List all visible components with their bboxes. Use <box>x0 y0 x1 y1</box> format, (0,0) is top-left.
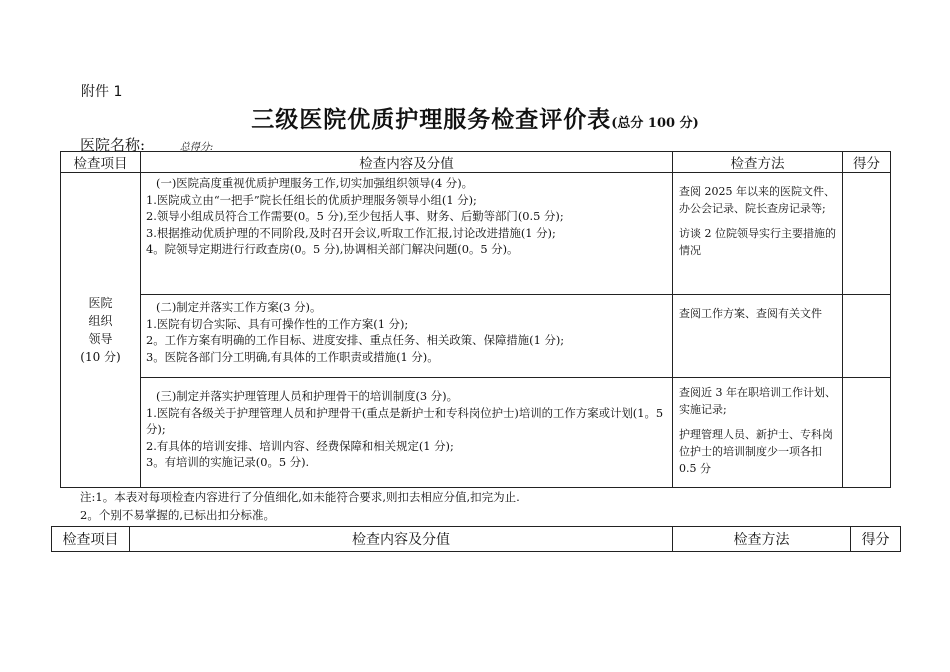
method-cell <box>673 173 843 295</box>
category-line: 组织 <box>88 314 113 328</box>
content-line: 1.医院有各级关于护理管理人员和护理骨干(重点是新护士和专科岗位护士)培训的工作方案或计划(1。5 分); <box>146 405 664 437</box>
category-line: 医院 <box>88 296 113 310</box>
content-line: (一)医院高度重视优质护理服务工作,切实加强组织领导(4 分)。 <box>156 176 474 190</box>
note-line: 2。个别不易掌握的,已标出扣分标准。 <box>80 508 275 522</box>
method-line: 访谈 2 位院领导实行主要措施的情况 <box>679 227 836 257</box>
title-main: 三级医院优质护理服务检查评价表 <box>251 106 612 133</box>
content-cell <box>141 295 673 378</box>
header-item: 检查项目 <box>61 152 141 173</box>
score-cell[interactable] <box>843 173 891 295</box>
hospital-name-label: 医院名称: <box>80 136 146 154</box>
attachment-label: 附件 1 <box>81 84 123 100</box>
category-cell <box>61 173 141 488</box>
note-line: 注:1。本表对每项检查内容进行了分值细化,如未能符合要求,则扣去相应分值,扣完为止. <box>80 490 520 504</box>
table-header-row <box>52 527 901 552</box>
table-header-row <box>61 152 891 173</box>
content-line: (三)制定并落实护理管理人员和护理骨干的培训制度(3 分)。 <box>156 389 459 403</box>
score-cell[interactable] <box>843 378 891 488</box>
content-line: 2.有具体的培训安排、培训内容、经费保障和相关规定(1 分); <box>146 438 454 453</box>
title-score-note: (总分 100 分) <box>611 116 699 131</box>
method-line: 查阅 2025 年以来的医院文件、办公会记录、院长查房记录等; <box>679 185 835 215</box>
total-score-label: 总得分: <box>179 142 214 153</box>
evaluation-table-continued <box>51 526 901 552</box>
content-line: 1.医院成立由“一把手”院长任组长的优质护理服务领导小组(1 分); <box>146 192 477 207</box>
table-row <box>61 173 891 295</box>
content-line: 4。院领导定期进行行政查房(0。5 分),协调相关部门解决问题(0。5 分)。 <box>146 242 519 257</box>
content-line: (二)制定并落实工作方案(3 分)。 <box>156 300 322 314</box>
header-method: 检查方法 <box>673 527 851 552</box>
header-content: 检查内容及分值 <box>130 527 673 552</box>
content-line: 3.根据推动优质护理的不同阶段,及时召开会议,听取工作汇报,讨论改进措施(1 分); <box>146 225 556 240</box>
header-method: 检查方法 <box>673 152 843 173</box>
header-score: 得分 <box>843 152 891 173</box>
header-content: 检查内容及分值 <box>141 152 673 173</box>
method-line: 护理管理人员、新护士、专科岗位护士的培训制度少一项各扣 0.5 分 <box>679 428 833 475</box>
content-line: 2.领导小组成员符合工作需要(0。5 分),至少包括人事、财务、后勤等部门(0.5 分); <box>146 209 564 224</box>
content-line: 1.医院有切合实际、具有可操作性的工作方案(1 分); <box>146 316 409 331</box>
table-row <box>61 295 891 378</box>
content-cell <box>141 378 673 488</box>
method-line: 查阅工作方案、查阅有关文件 <box>679 307 822 320</box>
header-item: 检查项目 <box>52 527 130 552</box>
method-line: 查阅近 3 年在职培训工作计划、实施记录; <box>679 386 836 416</box>
content-cell <box>141 173 673 295</box>
table-row <box>61 378 891 488</box>
method-cell <box>673 295 843 378</box>
category-line: 领导 <box>88 332 113 346</box>
notes <box>80 488 520 524</box>
page-title <box>0 101 950 134</box>
content-line: 3。医院各部门分工明确,有具体的工作职责或措施(1 分)。 <box>146 349 439 364</box>
score-cell[interactable] <box>843 295 891 378</box>
category-score: (10 分) <box>80 350 121 364</box>
content-line: 2。工作方案有明确的工作目标、进度安排、重点任务、相关政策、保障措施(1 分); <box>146 333 565 348</box>
method-cell <box>673 378 843 488</box>
header-score: 得分 <box>851 527 901 552</box>
evaluation-table <box>60 151 891 488</box>
content-line: 3。有培训的实施记录(0。5 分). <box>146 455 310 470</box>
